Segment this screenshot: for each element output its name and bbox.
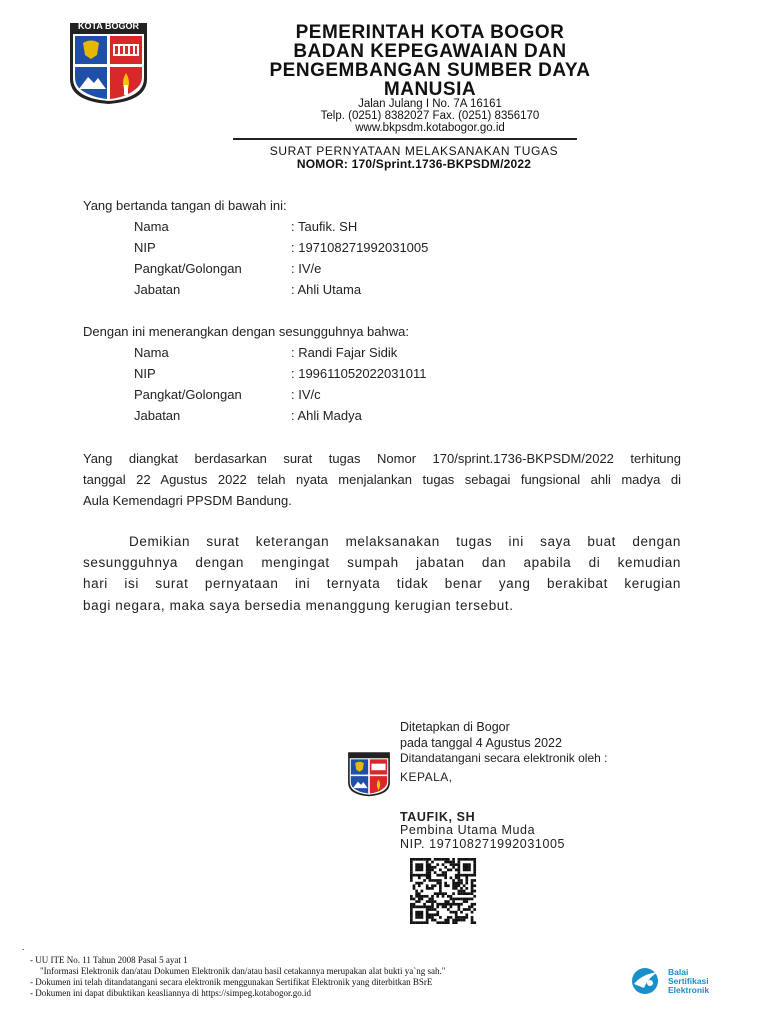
- subject-intro: Dengan ini menerangkan dengan sesungguhnya bahwa:: [83, 324, 409, 339]
- logo-caption: KOTA BOGOR: [78, 21, 139, 31]
- subject-nip-label: NIP: [134, 366, 156, 381]
- letterhead-line-4: MANUSIA: [383, 79, 477, 100]
- signer-rank-signature: Pembina Utama Muda: [400, 823, 536, 837]
- kota-bogor-small-emblem: [347, 751, 391, 797]
- paragraph-1-line-3: Aula Kemendagri PPSDM Bandung.: [83, 493, 292, 508]
- signer-nip-value: : 197108271992031005: [291, 240, 429, 255]
- subject-position-value: : Ahli Madya: [291, 408, 362, 423]
- subject-rank-value: : IV/c: [291, 387, 321, 402]
- signature-position: KEPALA,: [400, 770, 453, 784]
- letterhead-line-1: PEMERINTAH KOTA BOGOR: [295, 22, 565, 43]
- subject-name-label: Nama: [134, 345, 169, 360]
- footer-line-1: - UU ITE No. 11 Tahun 2008 Pasal 5 ayat 1: [30, 955, 188, 965]
- bsre-text-2: Sertifikasi: [668, 976, 709, 986]
- bsre-text-1: Balai: [668, 967, 689, 977]
- signer-name-label: Nama: [134, 219, 169, 234]
- letterhead-divider: [233, 138, 577, 140]
- kota-bogor-coat-of-arms: [68, 21, 149, 105]
- signer-nip-signature: NIP. 197108271992031005: [400, 837, 566, 851]
- signer-intro: Yang bertanda tangan di bawah ini:: [83, 198, 287, 213]
- signer-name-value: : Taufik. SH: [291, 219, 358, 234]
- signer-name-signature: TAUFIK, SH: [400, 810, 476, 824]
- document-number: NOMOR: 170/Sprint.1736-BKPSDM/2022: [296, 157, 532, 171]
- footer-line-4: - Dokumen ini dapat dibuktikan keasliannya di https://simpeg.kotabogor.go.id: [30, 988, 311, 998]
- paragraph-2-line-3: hari isi surat pernyataan ini ternyata tidak benar yang berakibat kerugian: [83, 576, 681, 591]
- signer-nip-label: NIP: [134, 240, 156, 255]
- document-title: SURAT PERNYATAAN MELAKSANAKAN TUGAS: [269, 144, 559, 158]
- paragraph-2-line-1: Demikian surat keterangan melaksanakan tugas ini saya buat dengan: [129, 534, 681, 549]
- signer-position-value: : Ahli Utama: [291, 282, 362, 297]
- letterhead-phone: Telp. (0251) 8382027 Fax. (0251) 8356170: [320, 110, 540, 122]
- footer-line-2: "Informasi Elektronik dan/atau Dokumen Elektronik dan/atau hasil cetakannya merupakan alat bukti ya`ng sah.": [40, 966, 446, 976]
- letterhead-website: www.bkpsdm.kotabogor.go.id: [355, 122, 505, 134]
- subject-nip-value: : 199611052022031011: [291, 366, 427, 381]
- signature-electronic-note: Ditandatangani secara elektronik oleh :: [400, 751, 608, 765]
- footer-dot: .: [22, 942, 25, 952]
- bsre-logo-icon: [628, 966, 664, 996]
- signer-rank-value: : IV/e: [291, 261, 322, 276]
- subject-name-value: : Randi Fajar Sidik: [291, 345, 398, 360]
- letterhead-line-2: BADAN KEPEGAWAIAN DAN: [293, 41, 567, 62]
- signature-date: pada tanggal 4 Agustus 2022: [400, 736, 562, 750]
- subject-position-label: Jabatan: [134, 408, 181, 423]
- paragraph-1-line-1: Yang diangkat berdasarkan surat tugas Nomor 170/sprint.1736-BKPSDM/2022 terhitung: [83, 451, 681, 466]
- qr-code-icon: [404, 858, 482, 924]
- letterhead-address: Jalan Julang I No. 7A 16161: [358, 98, 502, 110]
- footer-line-3: - Dokumen ini telah ditandatangani secara elektronik menggunakan Sertifikat Elektronik yang diterbitkan BSrE: [30, 977, 433, 987]
- letterhead-line-3: PENGEMBANGAN SUMBER DAYA: [269, 60, 591, 81]
- bsre-text-3: Elektronik: [668, 985, 710, 995]
- paragraph-2-line-2: sesungguhnya dengan mengingat sumpah jabatan dan apabila di kemudian: [83, 555, 681, 570]
- paragraph-1-line-2: tanggal 22 Agustus 2022 telah nyata menjalankan tugas sebagai fungsional ahli madya di: [83, 472, 681, 487]
- signer-rank-label: Pangkat/Golongan: [134, 261, 242, 276]
- paragraph-2-line-4: bagi negara, maka saya bersedia menanggung kerugian tersebut.: [83, 598, 514, 613]
- signature-place: Ditetapkan di Bogor: [400, 720, 510, 734]
- subject-rank-label: Pangkat/Golongan: [134, 387, 242, 402]
- signer-position-label: Jabatan: [134, 282, 181, 297]
